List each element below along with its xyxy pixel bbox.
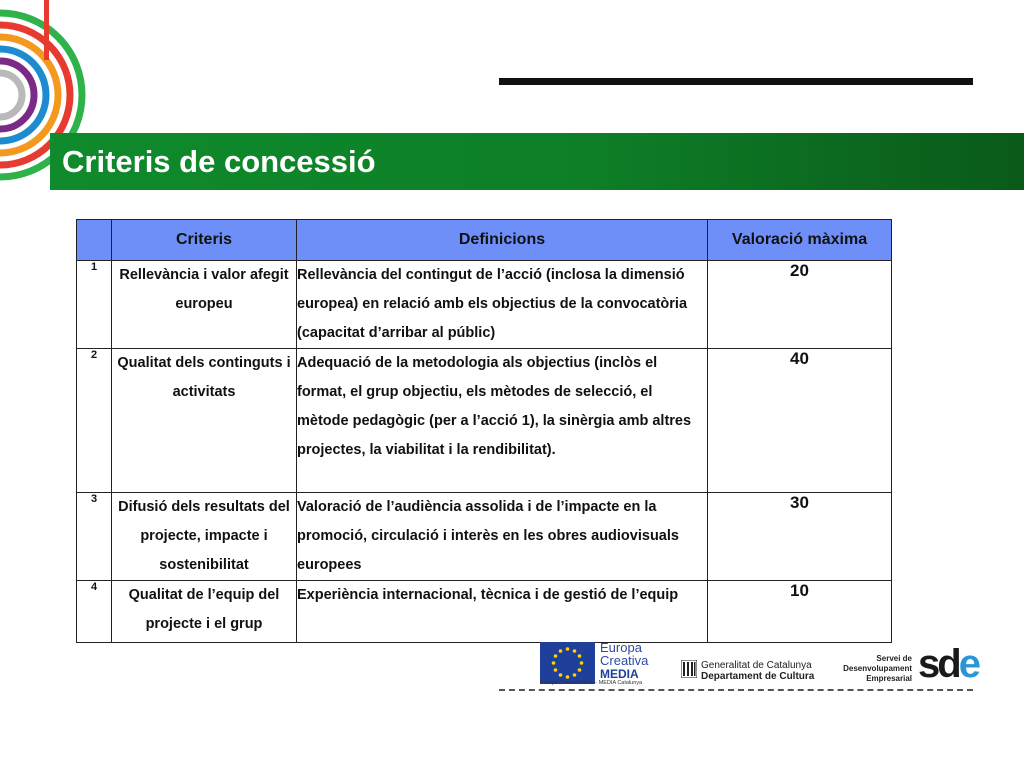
max-score-cell: 20 <box>708 261 892 349</box>
definition-cell: Valoració de l’audiència assolida i de l’impacte en la promoció, circulació i interès en les obres audiovisuals europees <box>297 493 708 581</box>
sde-logo <box>918 642 978 686</box>
criteria-table <box>76 219 892 643</box>
sde-label-line3: Empresarial <box>866 674 912 683</box>
sde-label <box>840 654 912 684</box>
criterion-cell: Qualitat de l’equip del projecte i el grup <box>112 581 297 643</box>
table-row <box>77 493 892 581</box>
criterion-cell: Qualitat dels continguts i activitats <box>112 349 297 493</box>
definition-cell: Rellevància del contingut de l’acció (inclosa la dimensió europea) en relació amb els objectius de la convocatòria (capacitat d’arribar al públic) <box>297 261 708 349</box>
sde-label-line2: Desenvolupament <box>843 664 912 673</box>
row-number: 1 <box>77 261 112 349</box>
table-header-row <box>77 220 892 261</box>
generalitat-emblem-icon <box>681 660 697 678</box>
top-divider-line <box>499 78 973 85</box>
sde-logo-part2: e <box>958 642 978 686</box>
row-number: 4 <box>77 581 112 643</box>
max-score-cell: 30 <box>708 493 892 581</box>
table-row <box>77 349 892 493</box>
europa-creativa-line1: Europa <box>600 640 642 655</box>
slide-title: Criteris de concessió <box>62 144 376 179</box>
header-cell-definitions: Definicions <box>297 220 708 261</box>
row-number: 2 <box>77 349 112 493</box>
definition-cell: Adequació de la metodologia als objectius (inclòs el format, el grup objectiu, els mètodes de selecció, el mètode pedagògic (per a l’acció 1), la sinèrgia amb altres projectes, la viabilitat i la rendibilitat). <box>297 349 708 493</box>
header-cell-max-score: Valoració màxima <box>708 220 892 261</box>
row-number: 3 <box>77 493 112 581</box>
generalitat-name: Generalitat de Catalunya <box>701 660 812 671</box>
europa-creativa-desk-text: Europa Creativa Desk - MEDIA Catalunya <box>540 680 643 686</box>
definition-cell: Experiència internacional, tècnica i de gestió de l’equip <box>297 581 708 643</box>
footer-dashed-line <box>499 689 973 691</box>
header-cell-number <box>77 220 112 261</box>
table-row <box>77 261 892 349</box>
footer-logos <box>540 640 980 690</box>
sde-label-line1: Servei de <box>876 654 912 663</box>
header-cell-criteria: Criteris <box>112 220 297 261</box>
sde-logo-part1: sd <box>918 642 959 686</box>
decorative-arcs-logo <box>0 0 100 230</box>
criterion-cell: Rellevància i valor afegit europeu <box>112 261 297 349</box>
europa-creativa-line2: Creativa <box>600 653 649 668</box>
max-score-cell: 40 <box>708 349 892 493</box>
criterion-cell: Difusió dels resultats del projecte, impacte i sostenibilitat <box>112 493 297 581</box>
max-score-cell: 10 <box>708 581 892 643</box>
table-row <box>77 581 892 643</box>
europa-creativa-media: MEDIA <box>600 667 639 681</box>
departament-cultura: Departament de Cultura <box>701 671 815 682</box>
eu-flag-icon <box>540 642 595 684</box>
